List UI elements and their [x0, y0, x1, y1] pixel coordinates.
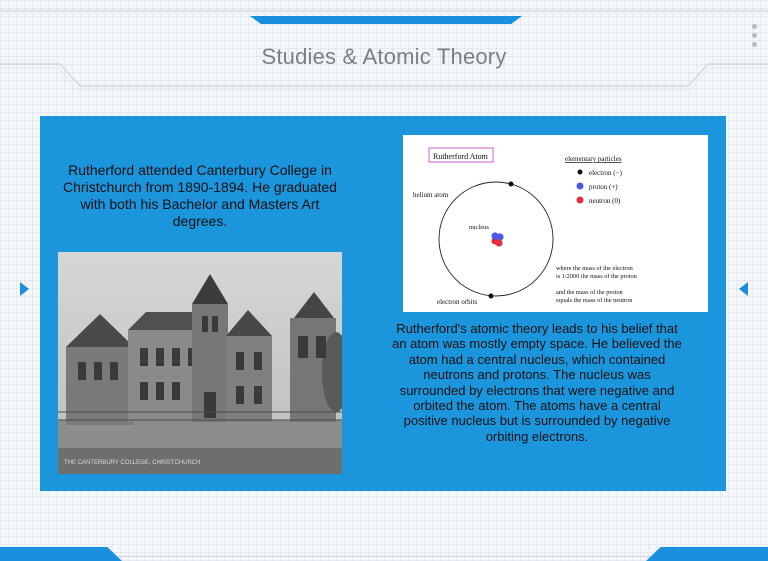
legend-neutron-dot [577, 197, 584, 204]
legend-proton-dot [577, 183, 584, 190]
intro-paragraph: Rutherford attended Canterbury College in Christchurch from 1890-1894. He graduated with both his Bachelor and Masters Art degrees. [63, 162, 337, 229]
next-page-icon[interactable] [739, 282, 748, 296]
bottom-right-accent [646, 547, 768, 561]
rutherford-atom-diagram [403, 135, 708, 312]
menu-dots-icon[interactable] [752, 24, 760, 51]
atomic-theory-paragraph: Rutherford's atomic theory leads to his belief that an atom was mostly empty space. He believed the atom had a central nucleus, which contained neutrons and protons. The nucleus was surrounded by electrons that were negative and orbited the atom. The atoms have a central positive nucleus but is surrounded by negative orbiting electrons. [392, 321, 682, 444]
mass-note-line-1: where the mass of the electron [556, 265, 633, 272]
electron-bottom [489, 294, 494, 299]
legend-electron: electron (−) [589, 169, 622, 177]
legend-neutron: neutron (0) [589, 197, 621, 205]
nucleus-label: nucleus [469, 224, 489, 231]
legend-electron-dot [578, 170, 583, 175]
page-title: Studies & Atomic Theory [261, 44, 507, 69]
bottom-line [110, 556, 658, 557]
legend-proton: proton (+) [589, 183, 618, 191]
top-accent-bar [250, 16, 522, 24]
legend-title: elementary particles [565, 155, 622, 163]
top-band-line [0, 10, 768, 12]
photo-caption: THE CANTERBURY COLLEGE, CHRISTCHURCH [64, 460, 201, 466]
helium-atom-label: helium atom [413, 191, 449, 199]
previous-page-icon[interactable] [20, 282, 29, 296]
menu-dot [752, 42, 757, 47]
electron-orbits-label: electron orbits [437, 298, 478, 306]
canterbury-college-photo [58, 252, 342, 474]
nucleus-particles [491, 232, 503, 246]
mass-note-line-4: equals the mass of the neutron [556, 297, 633, 304]
menu-dot [752, 24, 757, 29]
mass-note-line-2: is 1/2000 the mass of the proton [556, 273, 637, 280]
mass-note-line-3: and the mass of the proton [556, 289, 623, 296]
diagram-title: Rutherford Atom [433, 152, 488, 161]
menu-dot [752, 33, 757, 38]
bottom-left-accent [0, 547, 122, 561]
electron-top [509, 182, 514, 187]
